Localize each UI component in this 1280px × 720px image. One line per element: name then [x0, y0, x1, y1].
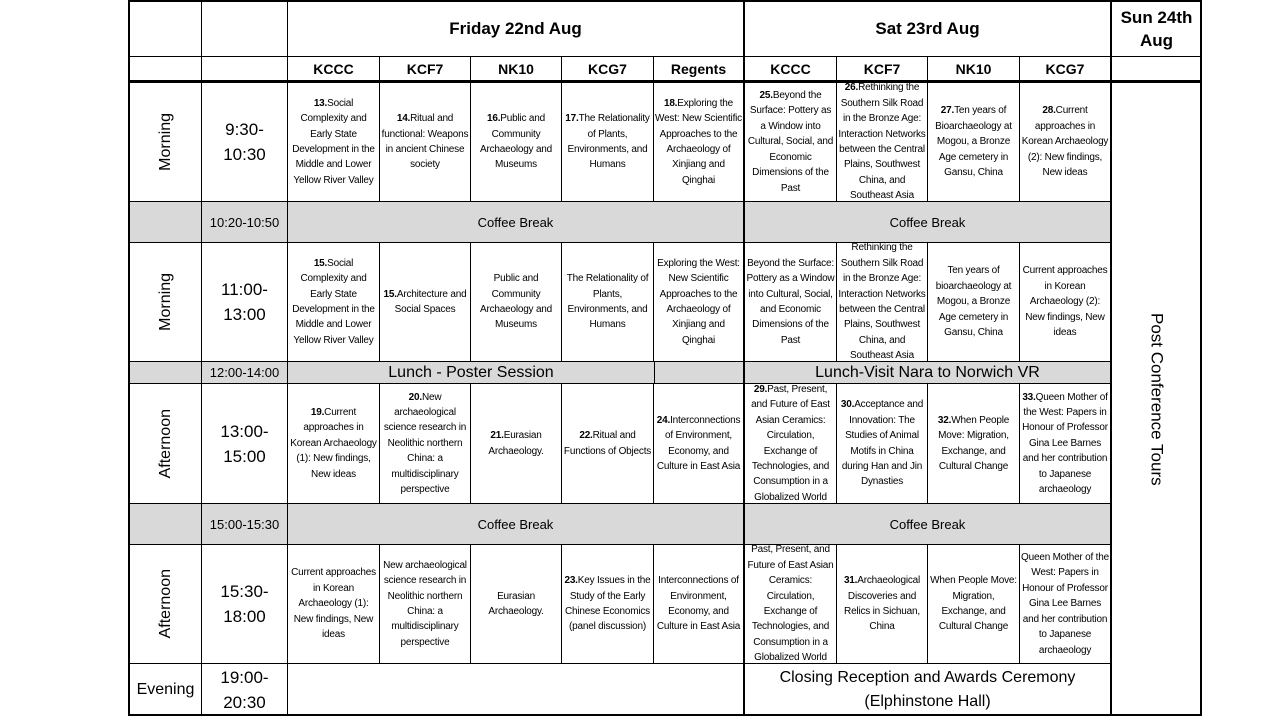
session-number: 22. [579, 430, 593, 442]
session-text: The Relationality of Plants, Environments, and Humans [566, 273, 649, 331]
session-text: Current approaches in Korean Archaeology (1): New findings, New ideas [291, 567, 376, 641]
session-title [838, 573, 926, 635]
session-number: 30. [840, 399, 855, 411]
session-text: The Relationality of Plants, Environments, and Humans [567, 113, 650, 171]
period-cell [130, 545, 202, 664]
session-number: 24. [656, 414, 671, 426]
session-title [563, 428, 652, 459]
session-number: 13. [313, 97, 328, 109]
session-text: Ritual and functional: Weapons in ancient Chinese society [381, 113, 469, 171]
session-cell [1020, 545, 1112, 664]
room-label: KCF7 [863, 60, 901, 77]
session-title [655, 573, 742, 635]
time-cell [202, 545, 288, 664]
time-label: 15:00-15:30 [209, 516, 280, 532]
time-cell [202, 384, 288, 504]
room-label: KCG7 [588, 60, 627, 77]
session-title [563, 111, 652, 173]
closing-label: Closing Reception and Awards Ceremony (Elphinstone Hall) [779, 669, 1076, 710]
session-title [1021, 103, 1109, 180]
period-band [130, 202, 202, 243]
time-cell [202, 664, 288, 716]
room-header-empty [1112, 57, 1202, 83]
session-text: Acceptance and Innovation: The Studies of Animal Motifs in China during Han and Jin Dynasties [841, 399, 924, 488]
session-text: Beyond the Surface: Pottery as a Window into Cultural, Social, and Economic Dimensions of the Past [747, 90, 834, 194]
session-title [746, 256, 835, 348]
schedule-table [128, 0, 1202, 716]
session-title [472, 428, 560, 459]
session-text: Ten years of Bioarchaeology at Mogou, a Bronze Age cemetery in Gansu, China [935, 105, 1012, 179]
session-title [472, 111, 560, 173]
session-number: 32. [937, 414, 952, 426]
session-title [1021, 263, 1109, 340]
period-cell [130, 243, 202, 362]
session-text: Public and Community Archaeology and Museums [479, 113, 553, 171]
session-title [289, 256, 378, 348]
session-text: Current approaches in Korean Archaeology (2): New findings, New ideas [1022, 265, 1108, 339]
coffee-break-friday [288, 202, 745, 243]
lunch-friday-regents [654, 362, 745, 384]
session-cell [837, 384, 928, 504]
session-title [746, 88, 835, 196]
session-title [1021, 550, 1109, 658]
session-number: 26. [844, 83, 859, 94]
session-cell [1020, 243, 1112, 362]
session-cell [562, 545, 654, 664]
room-header [654, 57, 745, 83]
coffee-break-saturday [745, 504, 1112, 545]
time-cell [202, 504, 288, 545]
session-text: When People Move: Migration, Exchange, and Cultural Change [930, 575, 1017, 633]
session-number: 20. [408, 391, 422, 403]
coffee-break-saturday [745, 202, 1112, 243]
room-label: NK10 [498, 60, 534, 77]
room-header [471, 57, 562, 83]
corner-cell-2 [202, 2, 288, 57]
room-header [928, 57, 1020, 83]
session-text: Exploring the West: New Scientific Approaches to the Archaeology of Xinjiang and Qinghai [655, 97, 742, 186]
period-cell-evening [130, 664, 202, 716]
room-label: KCCC [313, 60, 354, 77]
time-label: 12:00-14:00 [209, 365, 280, 380]
closing-reception [745, 664, 1112, 716]
room-header [562, 57, 654, 83]
post-conference-label: Post Conference Tours [1147, 313, 1167, 486]
room-header [1020, 57, 1112, 83]
session-title [289, 565, 378, 642]
session-number: 33. [1022, 391, 1036, 403]
session-cell [288, 83, 380, 202]
session-number: 18. [663, 97, 678, 109]
session-number: 27. [940, 105, 955, 117]
session-text: Rethinking the Southern Silk Road in the Bronze Age: Interaction Networks between the Central Plains, Southwest China, and Southeast Asia [838, 83, 926, 202]
time-cell [202, 83, 288, 202]
session-title [289, 96, 378, 188]
session-text: Queen Mother of the West: Papers in Honour of Professor Gina Lee Barnes and her contribution to Japanese archaeology [1021, 552, 1109, 656]
period-band [130, 504, 202, 545]
session-cell [928, 384, 1020, 504]
room-header [288, 57, 380, 83]
session-cell [745, 384, 837, 504]
session-text: Public and Community Archaeology and Museums [479, 273, 553, 331]
session-text: Architecture and Social Spaces [394, 288, 467, 315]
session-cell [837, 243, 928, 362]
session-text: Current approaches in Korean Archaeology (2): New findings, New ideas [1021, 105, 1109, 179]
room-header [837, 57, 928, 83]
lunch-label: Lunch - Poster Session [388, 363, 554, 381]
break-label: Coffee Break [477, 516, 554, 532]
session-cell [928, 243, 1020, 362]
session-cell [562, 243, 654, 362]
day-label: Sun 24th Aug [1120, 8, 1193, 50]
session-title [838, 397, 926, 489]
time-label: 19:00-20:30 [220, 668, 269, 712]
period-label: Morning [156, 273, 174, 331]
session-text: Exploring the West: New Scientific Approaches to the Archaeology of Xinjiang and Qinghai [657, 257, 740, 346]
session-text: Key Issues in the Study of the Early Chinese Economics (panel discussion) [565, 575, 651, 633]
time-cell [202, 243, 288, 362]
session-text: Social Complexity and Early State Development in the Middle and Lower Yellow River Valley [292, 97, 375, 186]
session-cell [562, 384, 654, 504]
session-number: 29. [753, 384, 768, 395]
period-band [130, 362, 202, 384]
session-cell [471, 384, 562, 504]
session-number: 15. [313, 257, 328, 269]
post-conference-cell [1112, 83, 1202, 716]
session-number: 19. [310, 406, 325, 418]
break-label: Coffee Break [477, 214, 554, 230]
session-cell [288, 243, 380, 362]
session-title [929, 413, 1018, 475]
session-title [289, 405, 378, 482]
session-text: Interconnections of Environment, Economy, and Culture in East Asia [656, 575, 741, 633]
session-cell [288, 384, 380, 504]
session-title [381, 390, 469, 498]
session-cell [837, 545, 928, 664]
session-number: 17. [565, 113, 579, 125]
session-text: New archaeological science research in Neolithic northern China: a multidisciplinary perspective [383, 559, 467, 648]
session-cell [562, 83, 654, 202]
session-number: 16. [486, 113, 501, 125]
session-cell [745, 243, 837, 362]
session-text: Ten years of bioarchaeology at Mogou, a Bronze Age cemetery in Gansu, China [935, 265, 1012, 339]
session-text: When People Move: Migration, Exchange, and Cultural Change [938, 414, 1010, 472]
room-label: NK10 [955, 60, 992, 77]
time-cell [202, 202, 288, 243]
time-label: 10:20-10:50 [209, 214, 280, 230]
evening-friday-empty [288, 664, 745, 716]
session-title [929, 263, 1018, 340]
corner-cell-3 [130, 57, 202, 83]
period-label: Evening [136, 681, 195, 698]
session-title [655, 413, 742, 475]
session-cell [1020, 83, 1112, 202]
session-number: 23. [564, 575, 578, 587]
session-text: Past, Present, and Future of East Asian Ceramics: Circulation, Exchange of Technologies, and Consumption in a Globalized World [751, 384, 830, 503]
session-cell [471, 243, 562, 362]
coffee-break-friday [288, 504, 745, 545]
room-label: Regents [670, 60, 727, 77]
session-cell [1020, 384, 1112, 504]
lunch-friday [288, 362, 654, 384]
session-title [746, 384, 835, 504]
session-text: Interconnections of Environment, Economy, and Culture in East Asia [656, 414, 741, 472]
period-label: Afternoon [156, 408, 174, 479]
period-label: Afternoon [156, 569, 174, 639]
session-cell [471, 83, 562, 202]
time-label: 15:30-18:00 [220, 582, 269, 626]
session-cell [928, 83, 1020, 202]
session-title [563, 573, 652, 635]
session-title [563, 271, 652, 333]
room-label: KCCC [770, 60, 811, 77]
session-title [472, 271, 560, 333]
session-cell [745, 83, 837, 202]
session-number: 31. [843, 575, 858, 587]
session-title [655, 256, 742, 348]
lunch-saturday [745, 362, 1112, 384]
corner-cell-4 [202, 57, 288, 83]
session-cell [380, 83, 471, 202]
session-title [381, 111, 469, 173]
session-title [838, 243, 926, 362]
session-number: 25. [759, 90, 773, 102]
period-cell [130, 83, 202, 202]
day-header-saturday [745, 2, 1112, 57]
session-text: Social Complexity and Early State Development in the Middle and Lower Yellow River Valley [292, 257, 375, 346]
session-text: Eurasian Archaeology. [488, 590, 544, 617]
session-cell [745, 545, 837, 664]
session-number: 15. [383, 288, 397, 300]
day-label: Sat 23rd Aug [875, 19, 980, 38]
session-cell [654, 384, 745, 504]
day-header-sunday [1112, 2, 1202, 57]
session-title [381, 287, 469, 318]
room-header [380, 57, 471, 83]
session-cell [837, 83, 928, 202]
day-label: Friday 22nd Aug [449, 19, 582, 38]
session-title [838, 83, 926, 202]
session-number: 14. [396, 113, 411, 125]
session-text: Ritual and Functions of Objects [563, 430, 652, 457]
period-cell [130, 384, 202, 504]
session-number: 21. [490, 430, 504, 442]
session-title [381, 558, 469, 650]
time-label: 9:30-10:30 [223, 120, 266, 164]
session-text: Eurasian Archaeology. [488, 430, 544, 457]
session-cell [654, 545, 745, 664]
time-label: 13:00-15:00 [220, 421, 269, 466]
room-header [745, 57, 837, 83]
session-title [655, 96, 742, 188]
lunch-label: Lunch-Visit Nara to Norwich VR [815, 363, 1040, 381]
period-label: Morning [156, 113, 174, 171]
day-header-friday [288, 2, 745, 57]
session-cell [654, 243, 745, 362]
session-title [929, 103, 1018, 180]
session-cell [288, 545, 380, 664]
session-cell [928, 545, 1020, 664]
session-text: Queen Mother of the West: Papers in Honour of Professor Gina Lee Barnes and her contribution to Japanese archaeology [1022, 391, 1108, 496]
room-label: KCF7 [406, 60, 444, 77]
time-label: 11:00-13:00 [221, 280, 268, 324]
session-text: Rethinking the Southern Silk Road in the Bronze Age: Interaction Networks between the Central Plains, Southwest China, and Southeast Asia [838, 243, 926, 362]
break-label: Coffee Break [889, 516, 966, 532]
session-cell [654, 83, 745, 202]
session-text: Current approaches in Korean Archaeology (1): New findings, New ideas [290, 406, 377, 480]
session-cell [380, 243, 471, 362]
session-title [746, 545, 835, 664]
session-cell [380, 384, 471, 504]
session-cell [380, 545, 471, 664]
session-text: Archaeological Discoveries and Relics in Sichuan, China [844, 575, 921, 633]
break-label: Coffee Break [889, 214, 966, 230]
session-text: Past, Present, and Future of East Asian Ceramics: Circulation, Exchange of Technologies, and Consumption in a Globalized World [747, 545, 834, 664]
session-title [1021, 390, 1109, 498]
corner-cell [130, 2, 202, 57]
room-label: KCG7 [1045, 60, 1085, 77]
time-cell [202, 362, 288, 384]
session-cell [471, 545, 562, 664]
session-text: Beyond the Surface: Pottery as a Window into Cultural, Social, and Economic Dimensions of the Past [746, 257, 835, 346]
session-title [472, 589, 560, 620]
session-title [929, 573, 1018, 635]
session-text: New archaeological science research in Neolithic northern China: a multidisciplinary perspective [383, 391, 467, 496]
session-number: 28. [1042, 105, 1056, 117]
